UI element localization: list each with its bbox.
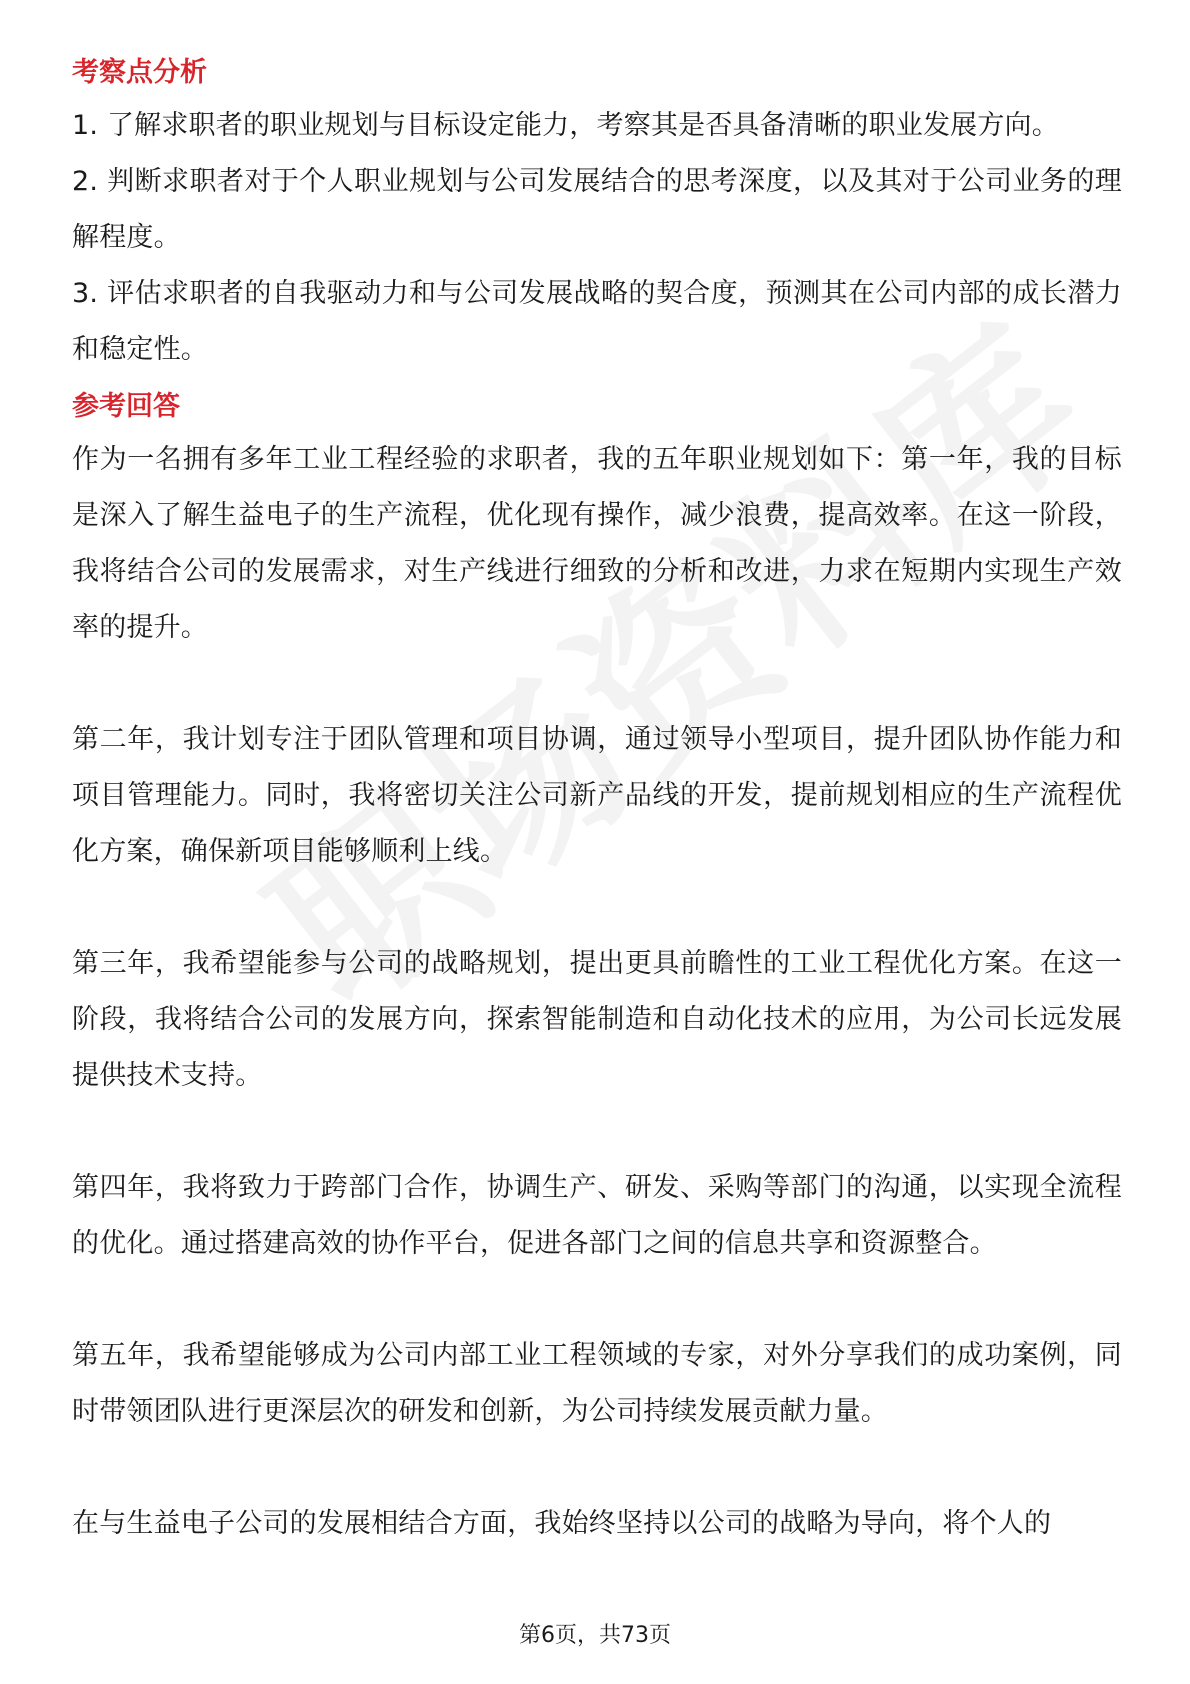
analysis-point-2: 2. 判断求职者对于个人职业规划与公司发展结合的思考深度，以及其对于公司业务的理解程度。 — [72, 166, 1122, 253]
answer-paragraph-1: 作为一名拥有多年工业工程经验的求职者，我的五年职业规划如下：第一年，我的目标是深入了解生益电子的生产流程，优化现有操作，减少浪费，提高效率。在这一阶段，我将结合公司的发展需求，对生产线进行细致的分析和改进，力求在短期内实现生产效率的提升。 — [72, 444, 1122, 643]
analysis-heading: 考察点分析 — [72, 57, 207, 88]
answer-paragraph-4: 第四年，我将致力于跨部门合作，协调生产、研发、采购等部门的沟通，以实现全流程的优化。通过搭建高效的协作平台，促进各部门之间的信息共享和资源整合。 — [72, 1172, 1122, 1259]
answer-paragraph-3: 第三年，我希望能参与公司的战略规划，提出更具前瞻性的工业工程优化方案。在这一阶段，我将结合公司的发展方向，探索智能制造和自动化技术的应用，为公司长远发展提供技术支持。 — [72, 948, 1122, 1091]
analysis-point-3: 3. 评估求职者的自我驱动力和与公司发展战略的契合度，预测其在公司内部的成长潜力和稳定性。 — [72, 278, 1122, 365]
answer-paragraph-5: 第五年，我希望能够成为公司内部工业工程领域的专家，对外分享我们的成功案例，同时带领团队进行更深层次的研发和创新，为公司持续发展贡献力量。 — [72, 1340, 1122, 1427]
document-page — [72, 48, 1122, 1552]
answer-paragraph-6: 在与生益电子公司的发展相结合方面，我始终坚持以公司的战略为导向，将个人的 — [72, 1508, 1052, 1539]
page-number: 第6页，共73页 — [519, 1623, 671, 1648]
answer-paragraph-2: 第二年，我计划专注于团队管理和项目协调，通过领导小型项目，提升团队协作能力和项目管理能力。同时，我将密切关注公司新产品线的开发，提前规划相应的生产流程优化方案，确保新项目能够顺利上线。 — [72, 724, 1122, 867]
analysis-point-1: 1. 了解求职者的职业规划与目标设定能力，考察其是否具备清晰的职业发展方向。 — [72, 110, 1059, 141]
answer-heading: 参考回答 — [72, 391, 180, 422]
